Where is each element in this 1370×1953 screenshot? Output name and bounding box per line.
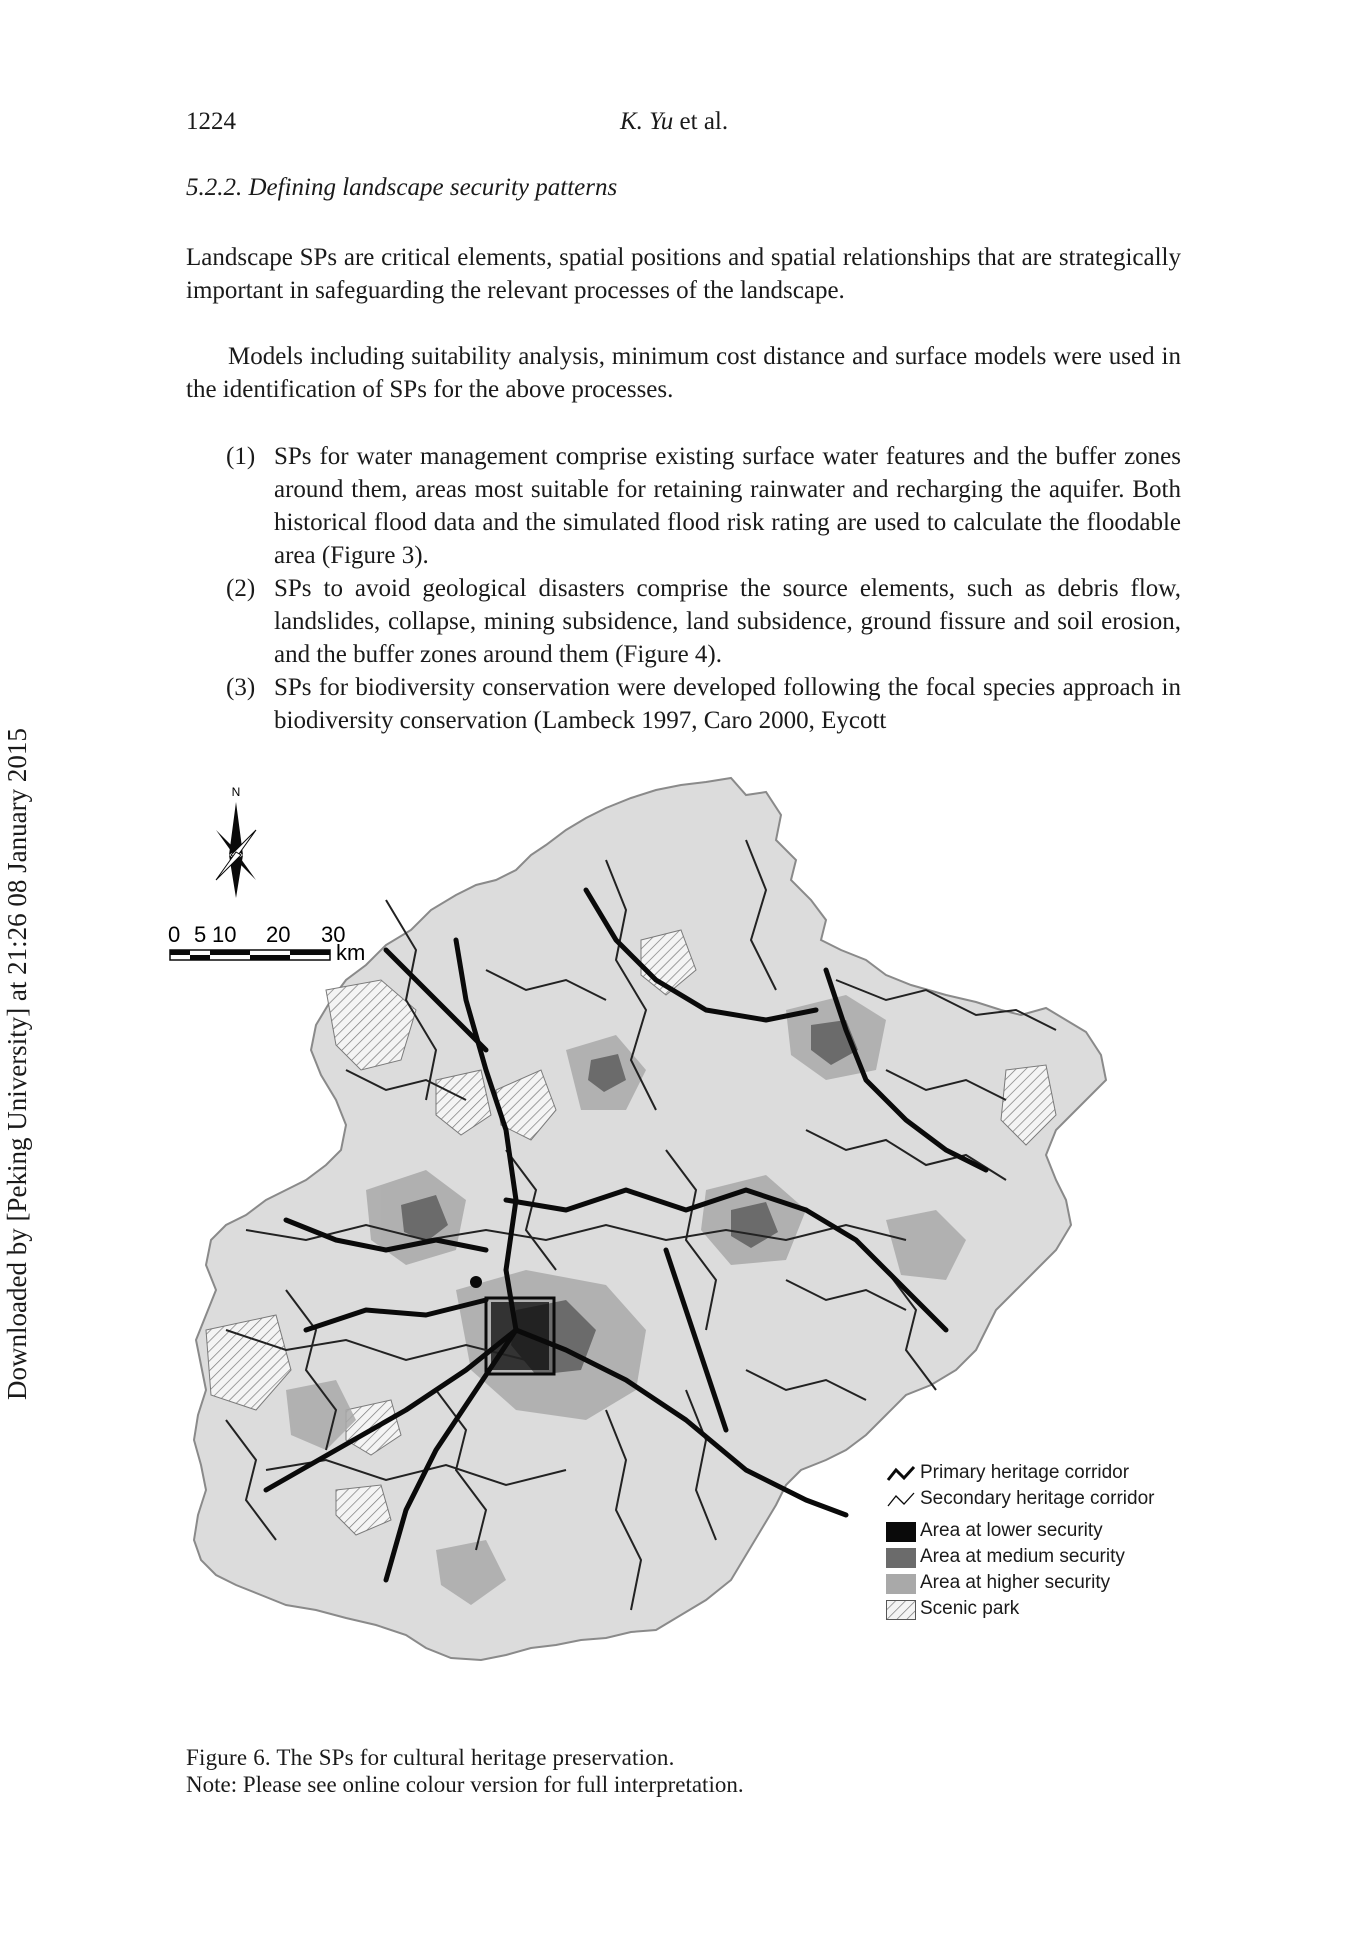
list-item-text: SPs for water management comprise existing surface water features and the buffer zones around them, areas most suitable for retaining rainwater and recharging the aquifer. Both historical flood data and the simulated flood risk rating are used to calculate the floodable area (Figure 3). [274, 443, 1181, 569]
legend-label: Area at lower security [920, 1520, 1103, 1541]
scale-tick-10: 10 [212, 922, 237, 947]
list-item-text: SPs to avoid geological disasters comprise the source elements, such as debris flow, landslides, collapse, mining subsidence, land subsidence, ground fissure and soil erosion, and the buffer zones around them (Figure 4). [274, 575, 1181, 668]
legend-label: Area at higher security [920, 1572, 1111, 1593]
page-number: 1224 [186, 108, 236, 135]
higher-security-swatch [886, 1574, 916, 1594]
hatch-swatch-icon [886, 1600, 916, 1620]
running-title [620, 108, 728, 136]
caption-note: Note: Please see online colour version for full interpretation. [186, 1772, 744, 1797]
north-label: N [231, 785, 241, 799]
author-name: K. Yu [620, 108, 674, 135]
list-item-number: (3) [226, 674, 256, 701]
figure-caption [186, 1744, 744, 1798]
secondary-line-icon [886, 1490, 916, 1510]
et-al: et al. [673, 108, 729, 135]
list-item-text: SPs for biodiversity conservation were developed following the focal species approach in biodiversity conservation (Lambeck 1997, Caro 2000, Eycott [274, 674, 1181, 734]
scale-bar [168, 922, 365, 965]
legend-label: Secondary heritage corridor [920, 1488, 1155, 1509]
scale-tick-20: 20 [266, 922, 291, 947]
list-item-number: (1) [226, 443, 256, 470]
legend-label: Primary heritage corridor [920, 1462, 1130, 1483]
download-stamp: Downloaded by [Peking University] at 21:26 08 January 2015 [2, 728, 32, 1400]
map-legend [886, 1462, 1186, 1642]
medium-security-swatch [886, 1548, 916, 1568]
section-heading: 5.2.2. Defining landscape security patterns [186, 174, 618, 201]
scale-tick-5: 5 [194, 922, 207, 947]
scale-tick-30: 30 [321, 922, 346, 947]
caption-title: Figure 6. The SPs for cultural heritage preservation. [186, 1745, 675, 1770]
north-arrow [216, 785, 256, 898]
scale-unit: km [336, 940, 366, 965]
paragraph-intro: Landscape SPs are critical elements, spatial positions and spatial relationships that are strategically important in safeguarding the relevant processes of the landscape. [186, 244, 1181, 304]
legend-label: Area at medium security [920, 1546, 1125, 1567]
legend-label: Scenic park [920, 1598, 1020, 1619]
scale-tick-0: 0 [168, 922, 181, 947]
list-item-number: (2) [226, 575, 256, 602]
primary-line-icon [886, 1464, 916, 1484]
paragraph-models: Models including suitability analysis, minimum cost distance and surface models were used in the identification of SPs for the above processes. [186, 343, 1181, 403]
figure-map [168, 770, 1186, 1720]
lower-security-swatch [886, 1522, 916, 1542]
